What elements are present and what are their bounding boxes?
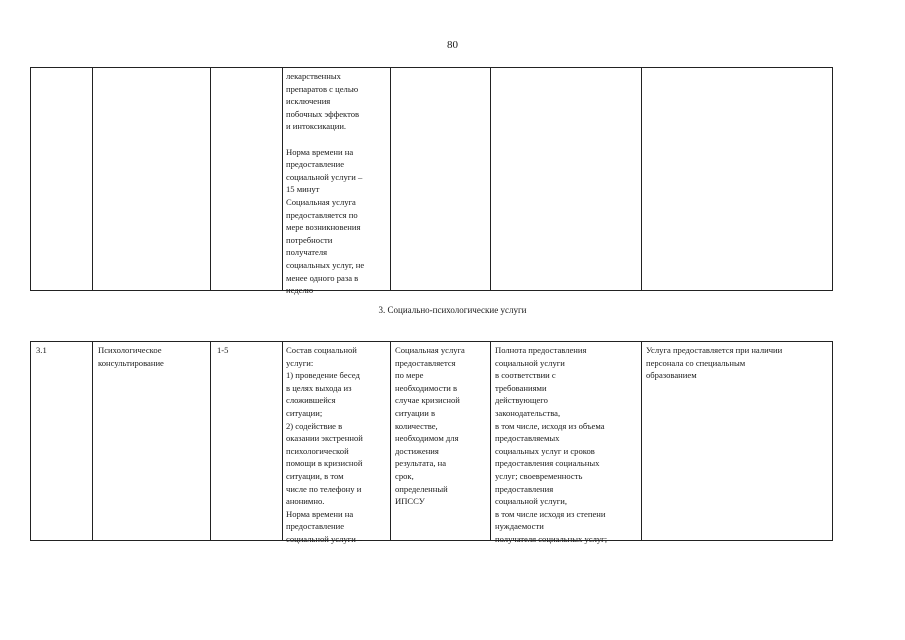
column-divider: [210, 68, 211, 290]
service-conditions-cell: Услуга предоставляется при наличии персонала со специальным образованием: [646, 345, 783, 381]
section-title: 3. Социально-психологические услуги: [378, 305, 527, 315]
quality-indicators-cell: Полнота предоставления социальной услуги в соответствии с требованиями действующего законодательства, в том числе, исходя из объема предоставляемых социальных услуг и сроков предоставления социальных услуг; своевременность предоставления социальной услуги, в том числе исходя из степени нуждаемости получателя социальных услуг;: [495, 345, 608, 544]
service-number-cell: 3.1: [36, 345, 47, 355]
column-divider: [490, 68, 491, 290]
column-divider: [92, 342, 93, 540]
column-divider: [490, 342, 491, 540]
service-name-cell: Психологическое консультирование: [98, 345, 164, 368]
column-divider: [282, 342, 283, 540]
page-number: 80: [447, 39, 458, 51]
column-divider: [210, 342, 211, 540]
column-divider: [641, 342, 642, 540]
recipient-groups-cell: 1-5: [217, 345, 229, 355]
services-table-bottom: [30, 341, 833, 544]
column-divider: [641, 68, 642, 290]
column-divider: [390, 68, 391, 290]
column-divider: [390, 342, 391, 540]
column-divider: [282, 68, 283, 290]
services-table-top: [30, 67, 833, 296]
column-divider: [92, 68, 93, 290]
service-description-cell: лекарственных препаратов с целью исключения побочных эффектов и интоксикации. Норма времени на предоставление социальной услуги – 15 минут Социальная услуга предоставляется по мере возникновения потребности получателя социальных услуг, не менее одного раза в неделю: [286, 71, 365, 296]
service-terms-cell: Социальная услуга предоставляется по мере необходимости в случае кризисной ситуации в количестве, необходимом для достижения результата, на срок, определенный ИПССУ: [395, 345, 465, 507]
service-description-cell: Состав социальной услуги: 1) проведение бесед в целях выхода из сложившейся ситуации; 2) содействие в оказании экстренной психологической помощи в кризисной ситуации, в том числе по телефону и анонимно. Норма времени на предоставление социальной услуги –: [286, 345, 363, 544]
